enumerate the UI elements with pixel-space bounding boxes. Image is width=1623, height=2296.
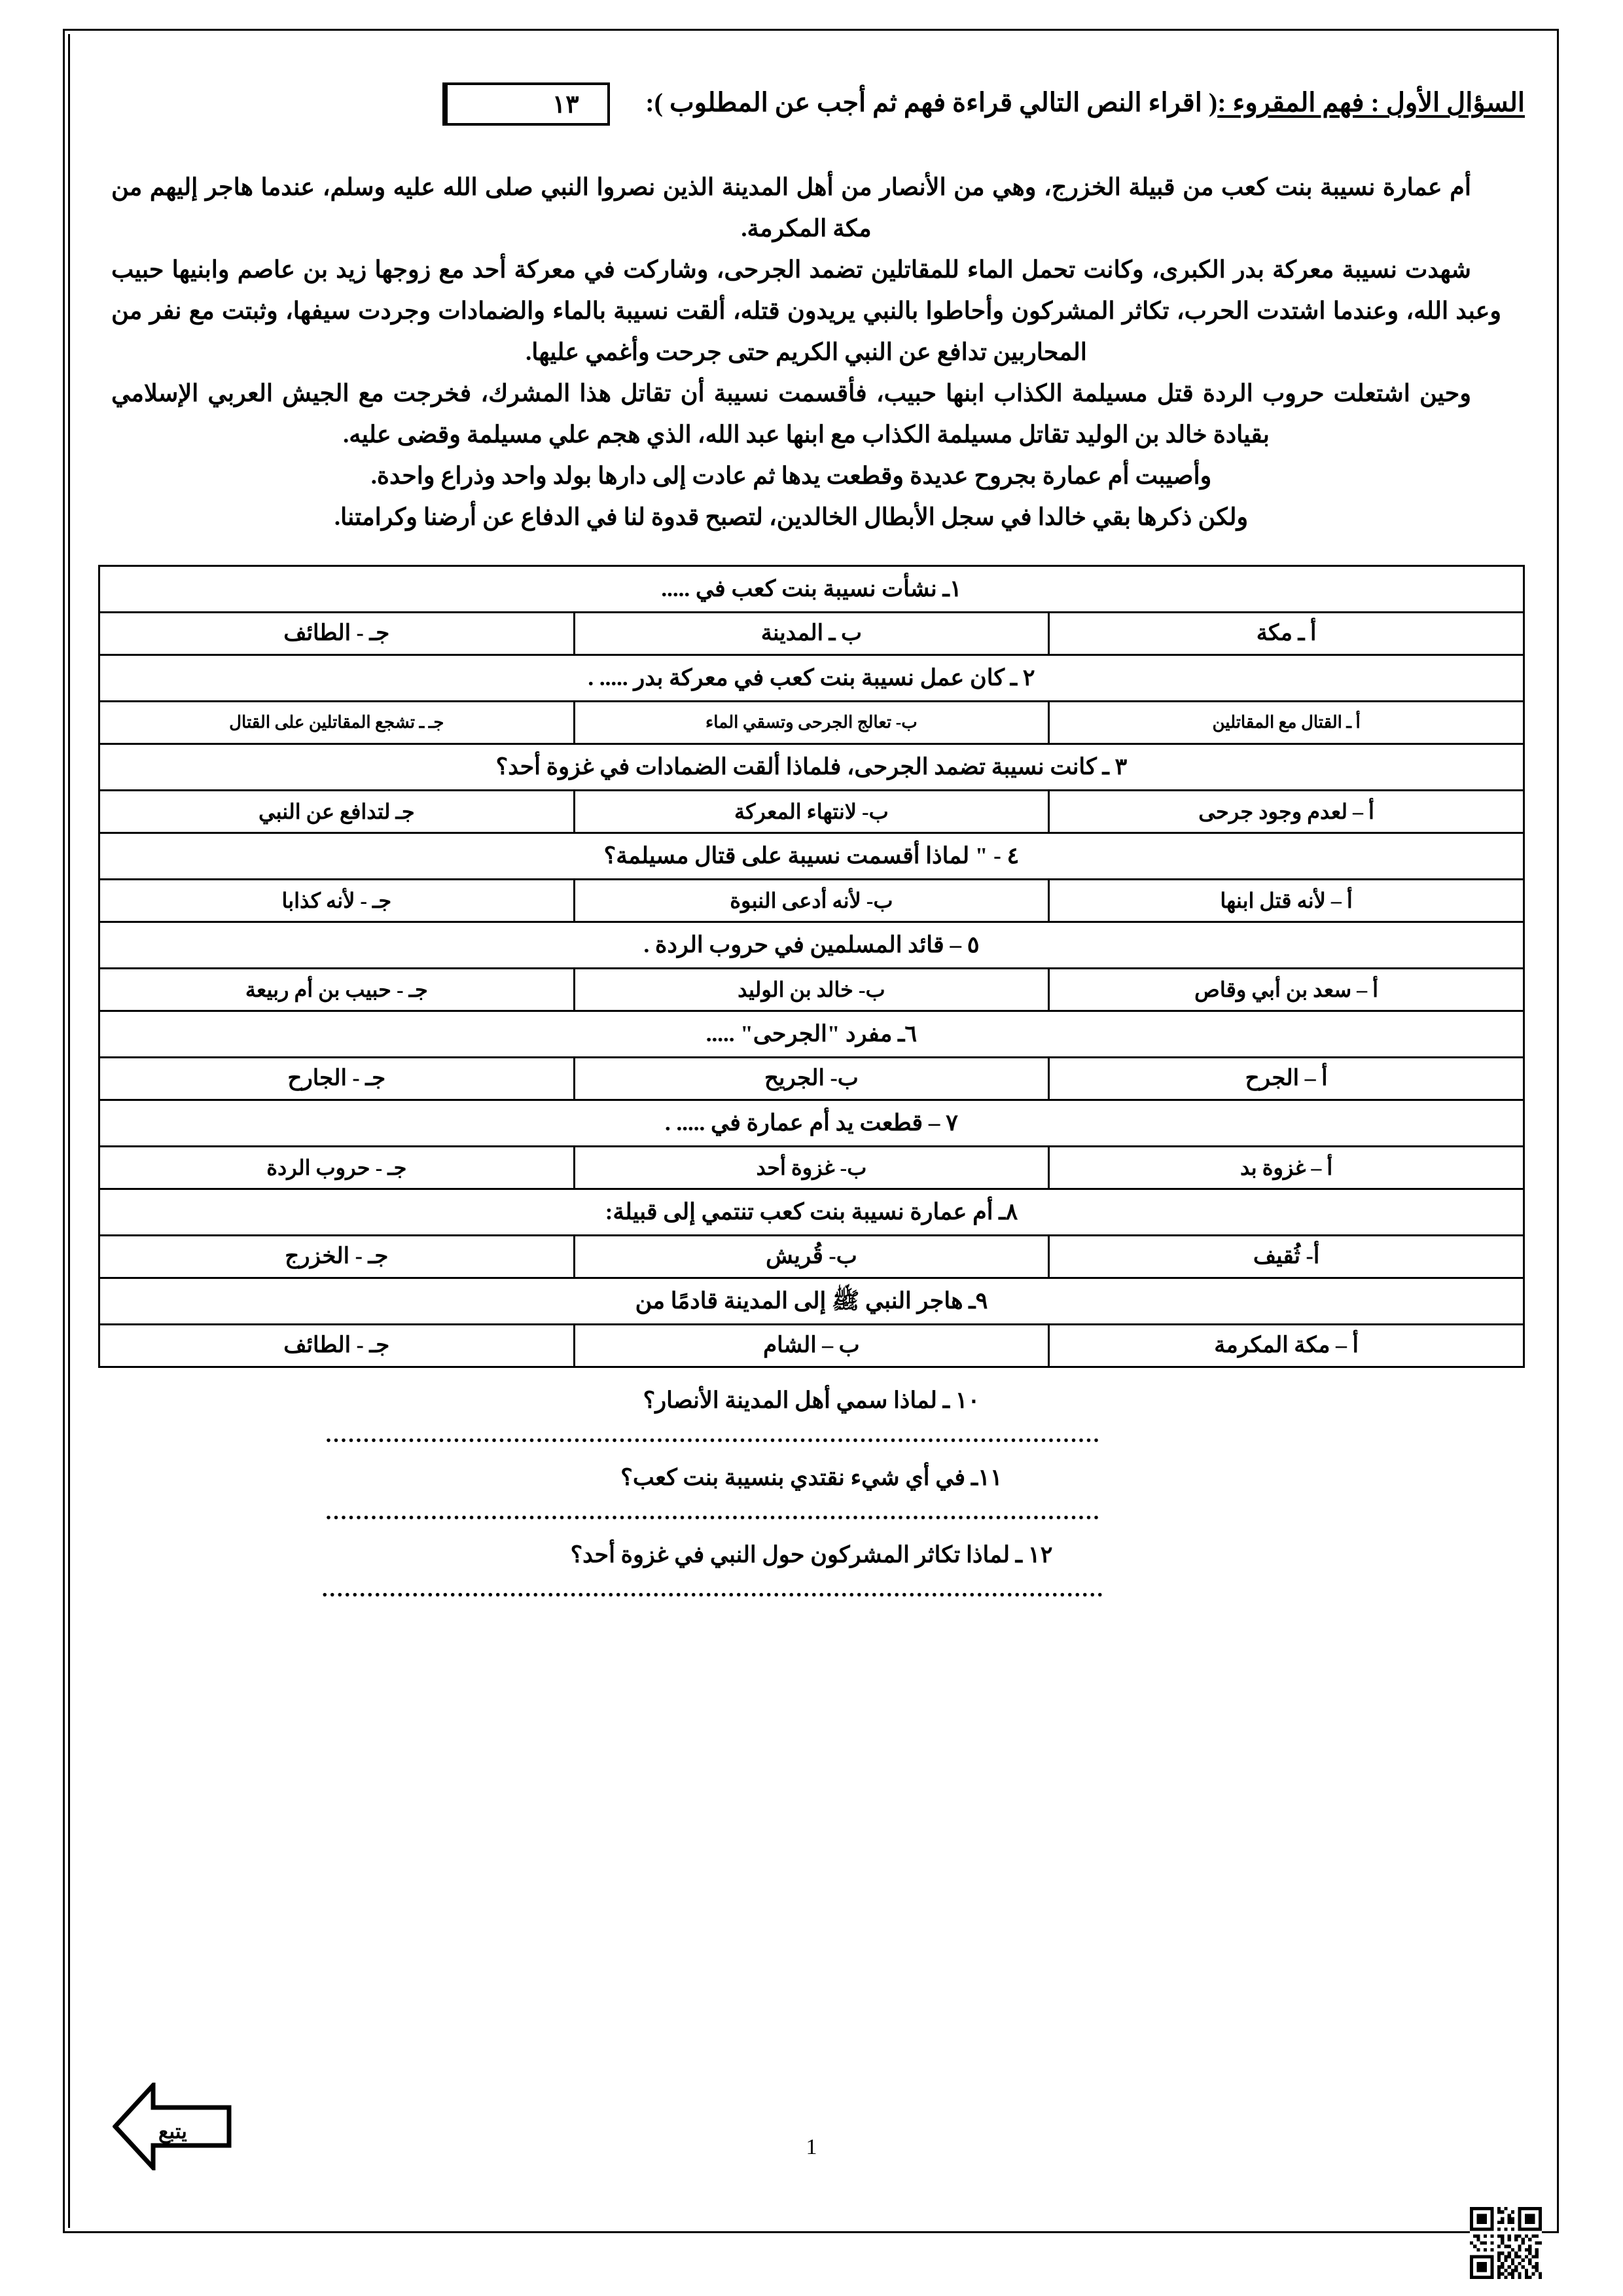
answer-line-12[interactable]: ........................................................................................................: [322, 1580, 1105, 1600]
passage-paragraph: وأصيبت أم عمارة بجروح عديدة وقطعت يدها ثم عادت إلى دارها بولد واحد وذراع واحدة.: [370, 462, 1212, 489]
table-row: [99, 969, 1524, 1011]
question-text: ١ـ نشأت نسيبة بنت كعب في .....: [99, 566, 1524, 613]
question-text: ٢ ـ كان عمل نسيبة بنت كعب في معركة بدر ..... .: [99, 655, 1524, 702]
table-row: [99, 744, 1524, 791]
page-number: 1: [806, 2135, 817, 2159]
table-row: [99, 1325, 1524, 1367]
option-b[interactable]: ب- خالد بن الوليد: [574, 969, 1049, 1011]
option-b[interactable]: ب- قُريش: [574, 1236, 1049, 1278]
option-c[interactable]: جـ - الجارح: [99, 1058, 575, 1100]
table-row: [99, 702, 1524, 744]
option-a[interactable]: أ – سعد بن أبي وقاص: [1049, 969, 1524, 1011]
table-row: [99, 1058, 1524, 1100]
question-text: ٥ – قائد المسلمين في حروب الردة .: [99, 922, 1524, 969]
table-row: [99, 922, 1524, 969]
passage-paragraph: وحين اشتعلت حروب الردة قتل مسيلمة الكذاب ابنها حبيب، فأقسمت نسيبة أن تقاتل هذا المشرك، فخرجت مع الجيش العربي الإسلامي بقيادة خالد بن الوليد تقاتل مسيلمة الكذاب مع ابنها عبد الله، الذي هجم علي مسيلمة وقضى عليه.: [111, 380, 1471, 448]
table-row: [99, 1236, 1524, 1278]
multiple-choice-table: [98, 565, 1525, 1368]
option-c[interactable]: جـ - الطائف: [99, 613, 575, 655]
option-b[interactable]: ب- تعالج الجرحى وتسقي الماء: [574, 702, 1049, 744]
option-a[interactable]: أ – لأنه قتل ابنها: [1049, 880, 1524, 922]
option-c[interactable]: جـ - حبيب بن أم ربيعة: [99, 969, 575, 1011]
table-row: [99, 613, 1524, 655]
open-question-12: ١٢ ـ لماذا تكاثر المشركون حول النبي في غزوة أحد؟: [570, 1542, 1053, 1568]
continue-label: يتبع: [158, 2120, 187, 2143]
table-row: [99, 791, 1524, 833]
table-row: [99, 1189, 1524, 1236]
question-text: ٨ـ أم عمارة نسيبة بنت كعب تنتمي إلى قبيلة:: [99, 1189, 1524, 1236]
table-row: [99, 566, 1524, 613]
option-c[interactable]: جـ ـ تشجع المقاتلين على القتال: [99, 702, 575, 744]
passage-paragraph: شهدت نسيبة معركة بدر الكبرى، وكانت تحمل الماء للمقاتلين تضمد الجرحى، وشاركت في معركة أحد مع زوجها زيد بن عاصم وابنيها حبيب وعبد الله، وعندما اشتدت الحرب، تكاثر المشركون وأحاطوا بالنبي يريدون قتله، ألقت نسيبة بالماء والضمادات وجردت سيفها، وثبتت مع نفر من المحاربين تدافع عن النبي الكريم حتى جرحت وأغمي عليها.: [111, 256, 1501, 365]
table-row: [99, 1147, 1524, 1189]
option-b[interactable]: ب ـ المدينة: [574, 613, 1049, 655]
question-text: ٤ - " لماذا أقسمت نسيبة على قتال مسيلمة؟: [99, 833, 1524, 880]
page-footer: [98, 2059, 1525, 2177]
option-a[interactable]: أ – لعدم وجود جرحى: [1049, 791, 1524, 833]
question-text: ٩ـ هاجر النبي ﷺ إلى المدينة قادمًا من: [99, 1278, 1524, 1325]
qr-code-icon: [1470, 2207, 1542, 2279]
option-a[interactable]: أ ـ القتال مع المقاتلين: [1049, 702, 1524, 744]
option-b[interactable]: ب – الشام: [574, 1325, 1049, 1367]
score-box: [442, 82, 610, 126]
table-row: [99, 1100, 1524, 1147]
exam-header: [98, 85, 1525, 135]
option-b[interactable]: ب- الجريح: [574, 1058, 1049, 1100]
table-row: [99, 655, 1524, 702]
score-total: ١٣: [552, 90, 579, 118]
option-a[interactable]: أ – الجرح: [1049, 1058, 1524, 1100]
option-b[interactable]: ب- غزوة أحد: [574, 1147, 1049, 1189]
question-text: ٣ ـ كانت نسيبة تضمد الجرحى، فلماذا ألقت الضمادات في غزوة أحد؟: [99, 744, 1524, 791]
option-a[interactable]: أ ـ مكة: [1049, 613, 1524, 655]
option-c[interactable]: جـ لتدافع عن النبي: [99, 791, 575, 833]
table-row: [99, 1278, 1524, 1325]
table-row: [99, 1011, 1524, 1058]
question-text: ٧ – قطعت يد أم عمارة في ..... .: [99, 1100, 1524, 1147]
option-c[interactable]: جـ - الخزرج: [99, 1236, 575, 1278]
question-text: ٦ـ مفرد "الجرحى" .....: [99, 1011, 1524, 1058]
option-a[interactable]: أ – غزوة بد: [1049, 1147, 1524, 1189]
open-question-10: ١٠ ـ لماذا سمي أهل المدينة الأنصار؟: [643, 1388, 980, 1413]
open-question-11: ١١ـ في أي شيء نقتدي بنسيبة بنت كعب؟: [620, 1465, 1003, 1490]
page-title: [645, 85, 1525, 120]
document-content: [98, 39, 1525, 2219]
option-c[interactable]: جـ - الطائف: [99, 1325, 575, 1367]
answer-line-11[interactable]: .......................................................................................................: [325, 1503, 1101, 1522]
option-b[interactable]: ب- لأنه أدعى النبوة: [574, 880, 1049, 922]
passage-paragraph: أم عمارة نسيبة بنت كعب من قبيلة الخزرج، وهي من الأنصار من أهل المدينة الذين نصروا النبي صلى الله عليه وسلم، عندما هاجر إليهم من مكة المكرمة.: [111, 173, 1471, 242]
question-title-rest: ( اقراء النص التالي قراءة فهم ثم أجب عن المطلوب ):: [645, 88, 1218, 117]
answer-line-10[interactable]: .......................................................................................................: [325, 1426, 1101, 1445]
option-a[interactable]: أ- ثُقيف: [1049, 1236, 1524, 1278]
option-b[interactable]: ب- لانتهاء المعركة: [574, 791, 1049, 833]
passage-paragraph: ولكن ذكرها بقي خالدا في سجل الأبطال الخالدين، لتصبح قدوة لنا في الدفاع عن أرضنا وكرامتنا.: [334, 503, 1249, 530]
reading-passage: [98, 166, 1525, 537]
option-a[interactable]: أ – مكة المكرمة: [1049, 1325, 1524, 1367]
table-row: [99, 833, 1524, 880]
option-c[interactable]: جـ - حروب الردة: [99, 1147, 575, 1189]
option-c[interactable]: جـ - لأنه كذابا: [99, 880, 575, 922]
score-mark-input[interactable]: [445, 85, 524, 123]
question-title-prefix: السؤال الأول : فهم المقروء :: [1217, 88, 1525, 117]
table-row: [99, 880, 1524, 922]
